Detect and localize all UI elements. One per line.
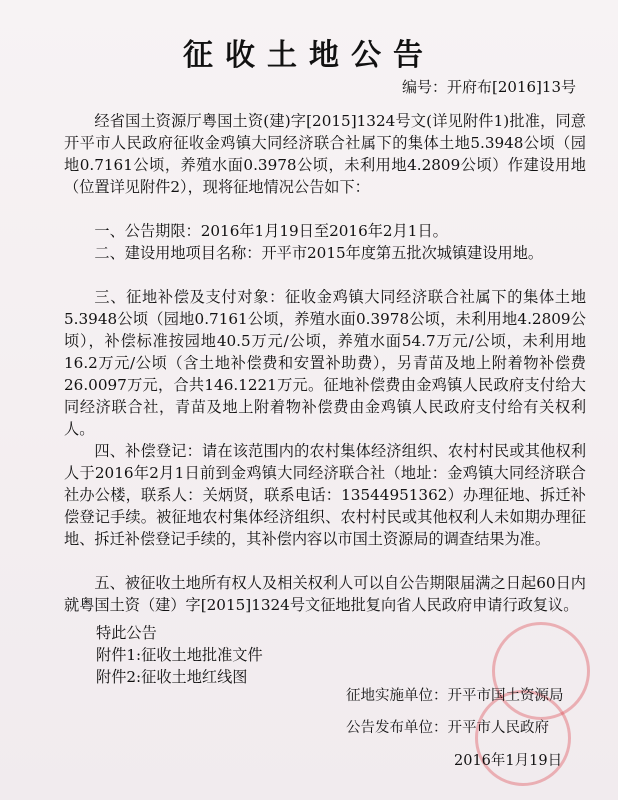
document-date: 2016年1月19日 (454, 753, 563, 769)
implementing-unit: 征地实施单位：开平市国土资源局 (346, 688, 564, 704)
closing-text: 特此公告 (96, 624, 157, 642)
publishing-unit: 公告发布单位：开平市人民政府 (346, 720, 549, 736)
item-compensation: 三、征地补偿及支付对象：征收金鸡镇大同经济联合社属下的集体土地5.3948公顷（园地0.7161公顷，养殖水面0.3978公顷，未利用地4.2809公顷），补偿标准按园地40.5万元/公顷，养殖水面54.7万元/公顷，未利用地16.2万元/公顷（含土地补偿费和安置补助费），另青苗及地上附着物补偿费26.0097万元，合共146.1221万元。征地补偿费由金鸡镇人民政府支付给大同经济联合社，青苗及地上附着物补偿费由金鸡镇人民政府支付给有关权利人。 (64, 288, 586, 438)
item-registration: 四、补偿登记：请在该范围内的农村集体经济组织、农村村民或其他权利人于2016年2月1日前到金鸡镇大同经济联合社（地址：金鸡镇大同经济联合社办公楼，联系人：关炳贤，联系电话：13544951362）办理征地、拆迁补偿登记手续。被征地农村集体经济组织、农村村民或其他权利人未如期办理征地、拆迁补偿登记手续的，其补偿内容以市国土资源局的调查结果为准。 (64, 442, 586, 548)
document-number: 编号：开府布[2016]13号 (402, 78, 576, 96)
item-project-name: 二、建设用地项目名称：开平市2015年度第五批次城镇建设用地。 (94, 244, 544, 262)
intro-paragraph: 经省国土资源厅粤国土资(建)字[2015]1324号文(详见附件1)批准，同意开平市人民政府征收金鸡镇大同经济联合社属下的集体土地5.3948公顷（园地0.7161公顷，养殖水面0.3978公顷，未利用地4.2809公顷）作建设用地（位置详见附件2），现将征地情况公告如下： (64, 112, 586, 196)
attachment-2: 附件2:征收土地红线图 (96, 668, 248, 686)
page-title: 征收土地公告 (183, 38, 435, 73)
item-reconsideration: 五、被征收土地所有权人及相关权利人可以自公告期限届满之日起60日内就粤国土资（建）字[2015]1324号文征地批复向省人民政府申请行政复议。 (64, 574, 586, 614)
item-announcement-period: 一、公告期限：2016年1月19日至2016年2月1日。 (94, 222, 448, 240)
attachment-1: 附件1:征收土地批准文件 (96, 646, 263, 664)
